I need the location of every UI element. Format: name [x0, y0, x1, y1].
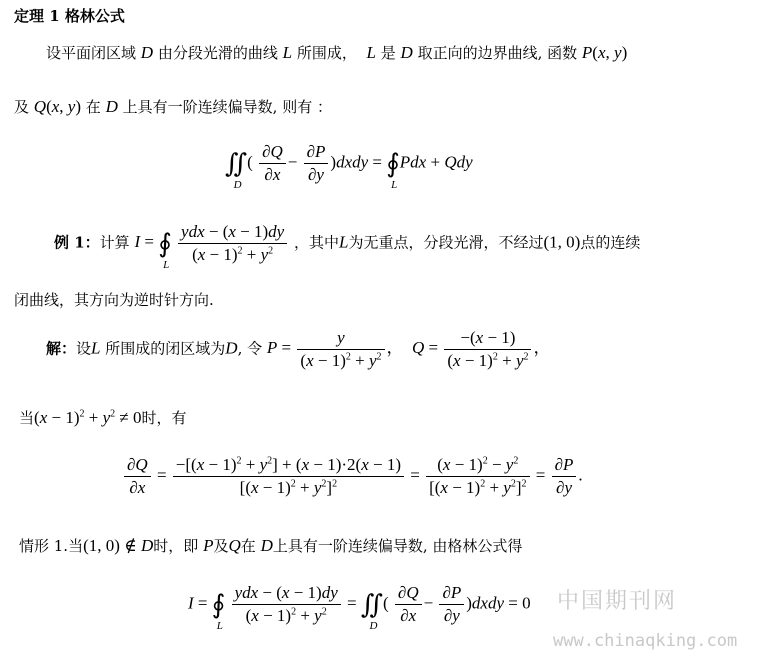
paragraph-1: 设平面闭区域 D 由分段光滑的曲线 L 所围成， L 是 D 取正向的边界曲线, 函数 P(x, y): [46, 43, 628, 62]
final-integral: I = ∮ L $\frac{\text{ydx − (x − 1)dy}}{(x - 1)^2 + y^2}$ = ∬ D ( $\frac{\partial Q}{\partial x}$ − $\frac{\partial P}{\partial y}$ )dxdy = 0: [188, 583, 531, 632]
case-1: 情形 1.当(1, 0) ∉ D时，即 P及Q在 D上具有一阶连续偏导数, 由格林公式得: [19, 536, 523, 555]
example-1: 例 1：计算 I = ∮ L $\frac{\text{ydx − (x − 1)dy}}{(x - 1)^2 + y^2}$ ，其中L为无重点，分段光滑，不经过(1, 0)点的连续: [54, 222, 641, 271]
watermark-url: www.chinaqking.com: [553, 631, 738, 651]
paragraph-2: 及 Q(x, y) 在 D 上具有一阶连续偏导数, 则有 ：: [14, 97, 332, 116]
condition-line: 当$(x - 1)^2 + y^2 \ne 0$时，有: [19, 408, 187, 427]
theorem-title: 定理 1 格林公式: [14, 7, 125, 25]
watermark-cn: 中国期刊网: [557, 589, 678, 614]
green-formula: ∬ D ( $\frac{\partial Q}{\partial x}$ − $\frac{\partial P}{\partial y}$ )dxdy = ∮ L Pdx + Qdy: [225, 142, 473, 191]
solution: 解：设L 所围成的闭区域为D, 令 P = $\frac{y}{(x - 1)^2 + y^2}$ ， Q = $\frac{-(x - 1)}{(x - 1)^2 + y^2}$ ，: [46, 328, 551, 370]
example-1-line-2: 闭曲线，其方向为逆时针方向.: [14, 291, 214, 309]
partial-derivative-formula: $\frac{\partial Q}{\partial x}$ = $\frac{-[(x - 1)^2 + y^2] + (x - 1)\cdot 2(x - 1)}{[(x - 1)^2 + y^2]^2}$ = $\frac{(x - 1)^2 - y^2}{[(x - 1)^2 + y^2]^2}$ = $\frac{\partial P}{\partial y}$ .: [122, 455, 583, 498]
